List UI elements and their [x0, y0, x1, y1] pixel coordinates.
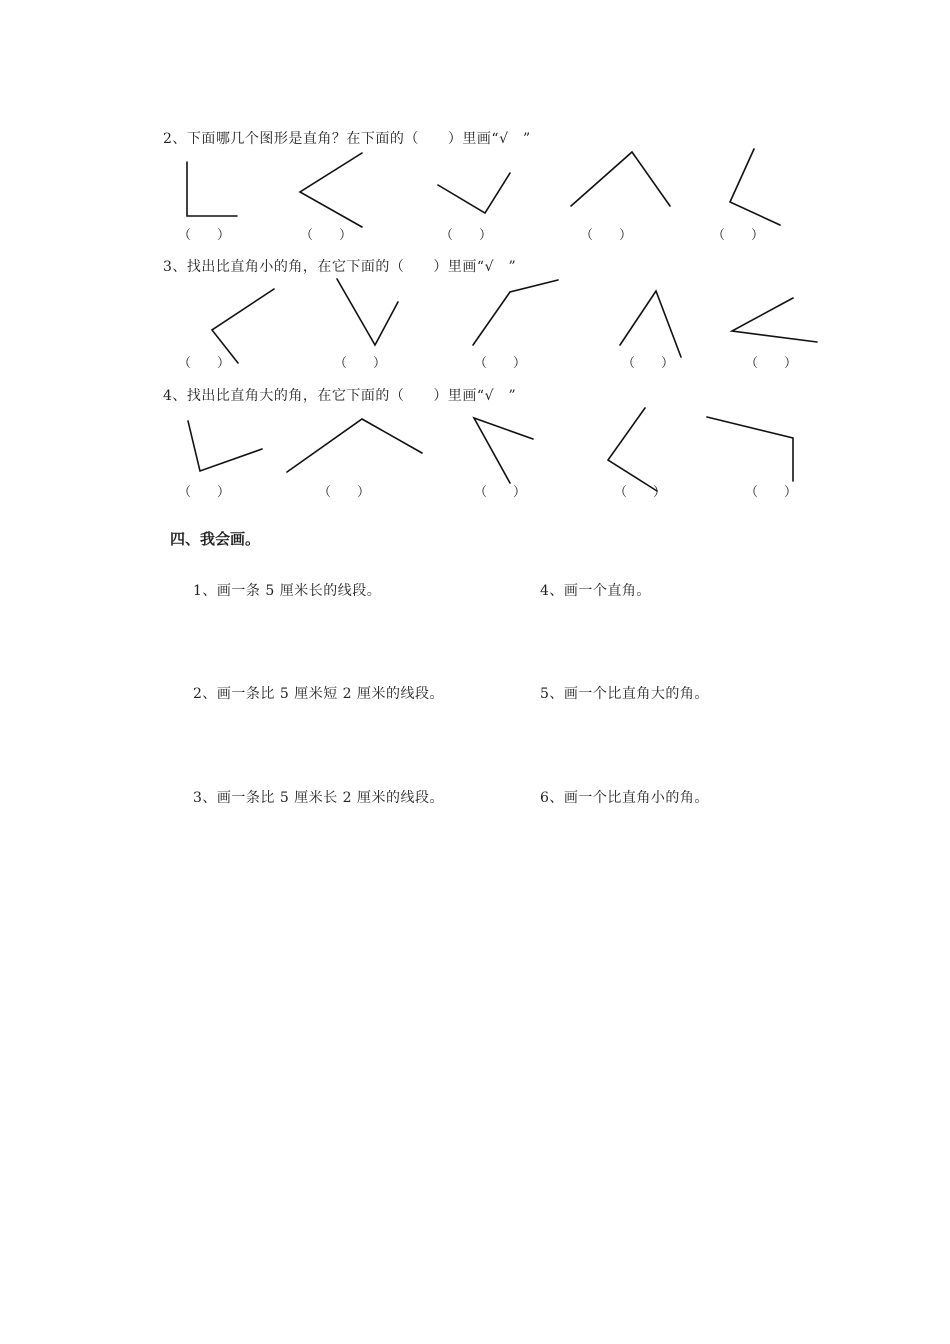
q4-angle-3 — [474, 418, 533, 483]
q4-angle-2 — [287, 419, 422, 472]
draw-item-2: 2、画一条比 5 厘米短 2 厘米的线段。 — [193, 686, 445, 702]
draw-item-5: 5、画一个比直角大的角。 — [540, 686, 709, 702]
q4-angle-4 — [608, 408, 657, 491]
q2-blank-3[interactable]: （ ） — [440, 228, 493, 243]
draw-item-4: 4、画一个直角。 — [540, 583, 651, 599]
q2-angle-2 — [300, 153, 362, 227]
q3-angle-2 — [337, 279, 398, 345]
q2-angle-4 — [571, 152, 670, 206]
q3-blank-5[interactable]: （ ） — [745, 356, 798, 371]
q4-title: 4、找出比直角大的角，在它下面的（ ）里画“√ ” — [163, 388, 517, 404]
q4-blank-4[interactable]: （ ） — [614, 485, 667, 500]
q3-blank-1[interactable]: （ ） — [178, 356, 231, 371]
q2-title: 2、下面哪几个图形是直角？在下面的（ ）里画“√ ” — [163, 131, 531, 147]
q2-angle-1 — [187, 162, 237, 216]
q2-blank-4[interactable]: （ ） — [580, 228, 633, 243]
q3-angle-4 — [620, 291, 681, 357]
q2-angle-3 — [438, 173, 510, 213]
q2-angle-5 — [730, 149, 780, 225]
q3-blank-2[interactable]: （ ） — [334, 356, 387, 371]
q4-angle-5 — [707, 417, 793, 481]
q3-angle-3 — [473, 280, 558, 345]
q4-blank-1[interactable]: （ ） — [178, 485, 231, 500]
q3-angle-5 — [732, 298, 817, 342]
q2-blank-1[interactable]: （ ） — [178, 228, 231, 243]
draw-item-3: 3、画一条比 5 厘米长 2 厘米的线段。 — [193, 790, 445, 806]
q4-blank-2[interactable]: （ ） — [318, 485, 371, 500]
q3-blank-3[interactable]: （ ） — [474, 356, 527, 371]
section-heading: 四、我会画。 — [170, 530, 261, 548]
q4-angle-1 — [188, 421, 262, 471]
q4-blank-3[interactable]: （ ） — [474, 485, 527, 500]
draw-item-6: 6、画一个比直角小的角。 — [540, 790, 709, 806]
draw-item-1: 1、画一条 5 厘米长的线段。 — [193, 583, 382, 599]
q3-blank-4[interactable]: （ ） — [622, 356, 675, 371]
q2-blank-2[interactable]: （ ） — [300, 228, 353, 243]
q2-blank-5[interactable]: （ ） — [712, 228, 765, 243]
q4-blank-5[interactable]: （ ） — [745, 485, 798, 500]
q3-title: 3、找出比直角小的角，在它下面的（ ）里画“√ ” — [163, 259, 517, 275]
q3-angle-1 — [212, 289, 274, 363]
